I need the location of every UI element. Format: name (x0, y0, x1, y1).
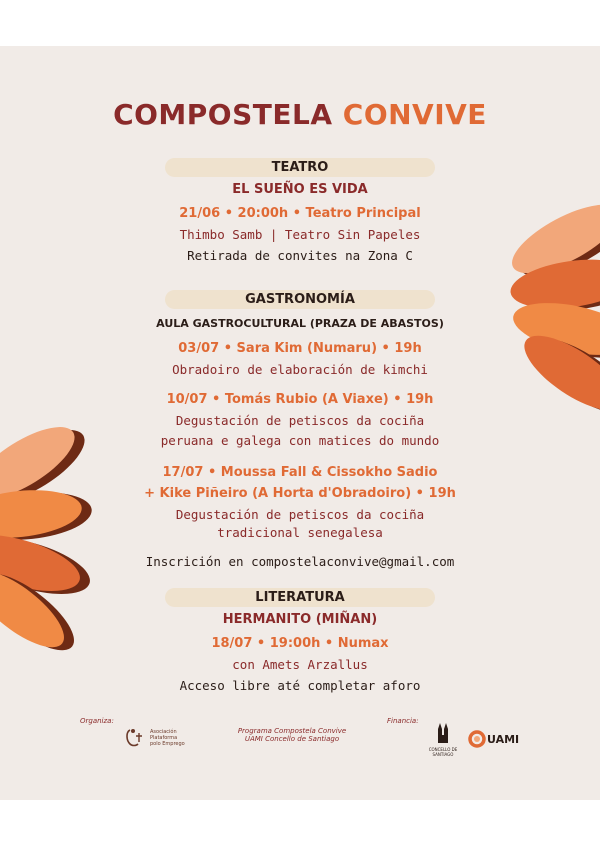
literatura-datetime: 18/07 • 19:00h • Numax (211, 636, 389, 651)
org-name-3: polo Emprego (150, 741, 185, 747)
event-datetime: 03/07 • Sara Kim (Numaru) • 19h (178, 341, 422, 356)
program-text (222, 727, 362, 743)
section-heading-literatura: LITERATURA (165, 588, 435, 607)
organiza-label: Organiza: (80, 717, 114, 725)
literatura-guest: con Amets Arzallus (232, 657, 368, 672)
gastronomia-venue: AULA GASTROCULTURAL (PRAZA DE ABASTOS) (156, 317, 444, 330)
uami-text: UAMI (487, 733, 520, 746)
concello-logo (428, 721, 458, 757)
teatro-note: Retirada de convites na Zona C (187, 248, 413, 263)
literatura-book: HERMANITO (MIÑAN) (222, 612, 378, 627)
poster (0, 46, 600, 800)
org-name-1: Asociación (150, 729, 177, 735)
teatro-datetime: 21/06 • 20:00h • Teatro Principal (179, 206, 421, 221)
organizer-logo-icon (124, 726, 146, 750)
signup-email: Inscrición en compostelaconvive@gmail.com (145, 554, 455, 569)
section-heading-gastronomia: GASTRONOMÍA (165, 290, 435, 309)
concello-line-2: SANTIAGO (432, 752, 454, 757)
event-description: peruana e galega con matices do mundo (160, 433, 440, 448)
organizer-logo (124, 726, 194, 752)
teatro-show: EL SUEÑO ES VIDA (232, 182, 368, 197)
uami-logo-icon (468, 730, 486, 748)
financia-label: Financia: (387, 717, 419, 725)
program-line-1: Programa Compostela Convive (237, 727, 347, 735)
literatura-note: Acceso libre até completar aforo (179, 678, 421, 693)
event-datetime: 10/07 • Tomás Rubio (A Viaxe) • 19h (166, 392, 434, 407)
page-title (0, 98, 600, 131)
event-description: Degustación de petiscos da cociña (175, 507, 425, 522)
event-description: Degustación de petiscos da cociña (175, 413, 425, 428)
org-name-2: Plataforma (150, 735, 178, 741)
teatro-company: Thimbo Samb | Teatro Sin Papeles (179, 227, 421, 242)
event-datetime: + Kike Piñeiro (A Horta d'Obradoiro) • 19h (144, 486, 456, 501)
event-description: Obradoiro de elaboración de kimchi (172, 362, 428, 377)
event-datetime: 17/07 • Moussa Fall & Cissokho Sadio (162, 465, 438, 480)
program-line-2: UAMI Concello de Santiago (244, 735, 340, 743)
title-part1: COMPOSTELA (113, 98, 333, 131)
concello-line-1: CONCELLO DE (428, 747, 458, 752)
section-heading-teatro: TEATRO (165, 158, 435, 177)
cathedral-icon (436, 721, 450, 743)
event-description: tradicional senegalesa (217, 525, 383, 540)
title-part2: CONVIVE (342, 98, 487, 131)
